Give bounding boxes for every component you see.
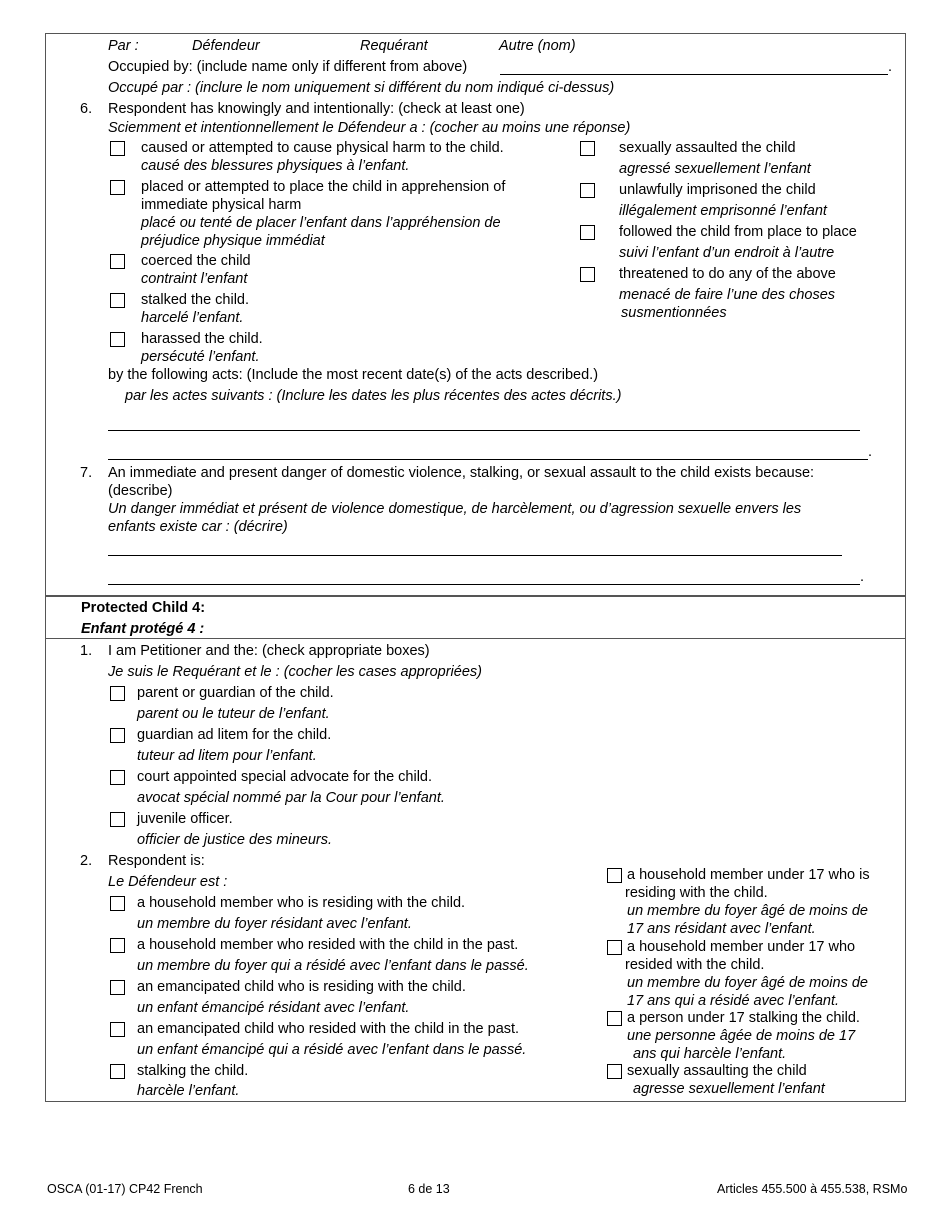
c4-r-checkbox-under17-residing[interactable] [607, 868, 622, 883]
child4-title-en: Protected Child 4: [81, 600, 206, 616]
c4-r-checkbox-stalking[interactable] [110, 1064, 125, 1079]
item6-option-label: immediate physical harm [141, 197, 302, 213]
item6-option-label-fr: préjudice physique immédiat [141, 233, 325, 249]
par-autre: Autre (nom) [499, 38, 576, 54]
item6-option-label-fr: agressé sexuellement l’enfant [619, 161, 811, 177]
c4-r-checkbox-sexually-assaulting[interactable] [607, 1064, 622, 1079]
item6-checkbox-coerced[interactable] [110, 254, 125, 269]
footer-form-id: OSCA (01-17) CP42 French [47, 1182, 203, 1196]
occupied-input-line[interactable] [500, 74, 888, 75]
c4-respondent-label: an emancipated child who resided with the child in the past. [137, 1021, 520, 1037]
item6-option-label-fr: persécuté l’enfant. [141, 349, 260, 365]
c4-item2-heading-en: Respondent is: [108, 853, 205, 869]
c4-item2-number: 2. [80, 853, 93, 869]
c4-option-label: parent or guardian of the child. [137, 685, 334, 701]
occupied-label-en: Occupied by: (include name only if different from above) [108, 59, 468, 75]
item6-option-label: coerced the child [141, 253, 251, 269]
item6-heading-fr: Sciemment et intentionnellement le Défendeur a : (cocher au moins une réponse) [108, 120, 631, 136]
item7-line-end: . [860, 569, 865, 585]
item7-text-fr-2: enfants existe car : (décrire) [108, 519, 288, 535]
c4-option-label: guardian ad litem for the child. [137, 727, 332, 743]
c4-r-checkbox-emancipated-past[interactable] [110, 1022, 125, 1037]
c4-respondent-label-fr: agresse sexuellement l’enfant [633, 1081, 825, 1097]
footer-statute: Articles 455.500 à 455.538, RSMo [717, 1182, 908, 1196]
item6-checkbox-threatened[interactable] [580, 267, 595, 282]
c4-r-checkbox-emancipated-residing[interactable] [110, 980, 125, 995]
c4-option-label-fr: avocat spécial nommé par la Cour pour l’enfant. [137, 790, 445, 806]
c4-r-checkbox-under17-past[interactable] [607, 940, 622, 955]
c4-respondent-label-fr: une personne âgée de moins de 17 [627, 1028, 856, 1044]
c4-respondent-label: a household member who is residing with the child. [137, 895, 466, 911]
item6-heading-en: Respondent has knowingly and intentionally: (check at least one) [108, 101, 525, 117]
par-defendeur: Défendeur [192, 38, 260, 54]
par-requerant: Requérant [360, 38, 428, 54]
acts-label-fr: par les actes suivants : (Inclure les dates les plus récentes des actes décrits.) [125, 388, 622, 404]
c4-respondent-label-fr: un membre du foyer âgé de moins de [627, 903, 868, 919]
footer-page-number: 6 de 13 [408, 1182, 450, 1196]
item6-option-label: harassed the child. [141, 331, 263, 347]
c4-option-label-fr: parent ou le tuteur de l’enfant. [137, 706, 330, 722]
c4-respondent-label-fr: un membre du foyer âgé de moins de [627, 975, 868, 991]
item6-checkbox-harassed[interactable] [110, 332, 125, 347]
c4-respondent-label-fr: un membre du foyer qui a résidé avec l’enfant dans le passé. [137, 958, 529, 974]
item6-option-label-fr: placé ou tenté de placer l’enfant dans l’appréhension de [141, 215, 501, 231]
child4-header-divider [45, 638, 906, 639]
item6-option-label-fr: contraint l’enfant [141, 271, 248, 287]
item6-checkbox-physical-harm[interactable] [110, 141, 125, 156]
c4-respondent-label: stalking the child. [137, 1063, 249, 1079]
item7-text-en-2: (describe) [108, 483, 173, 499]
item7-text-fr: Un danger immédiat et présent de violence domestique, de harcèlement, ou d’agression sexuelle envers les [108, 501, 802, 517]
c4-respondent-label: a person under 17 stalking the child. [627, 1010, 860, 1026]
item6-option-label: threatened to do any of the above [619, 266, 836, 282]
c4-respondent-label-fr: ans qui harcèle l’enfant. [633, 1046, 787, 1062]
item7-text-en: An immediate and present danger of domestic violence, stalking, or sexual assault to the child exists because: [108, 465, 815, 481]
item6-option-label: unlawfully imprisoned the child [619, 182, 816, 198]
item6-number: 6. [80, 101, 93, 117]
item7-input-line-1[interactable] [108, 555, 842, 556]
c4-respondent-label-fr: un membre du foyer résidant avec l’enfant. [137, 916, 412, 932]
item6-option-label: caused or attempted to cause physical harm to the child. [141, 140, 504, 156]
item6-option-label: followed the child from place to place [619, 224, 857, 240]
c4-respondent-label: residing with the child. [625, 885, 768, 901]
c4-respondent-label: resided with the child. [625, 957, 765, 973]
c4-respondent-label-fr: un enfant émancipé résidant avec l’enfant. [137, 1000, 410, 1016]
c4-option-label: court appointed special advocate for the child. [137, 769, 433, 785]
item6-option-label-fr: causé des blessures physiques à l’enfant. [141, 158, 410, 174]
item6-option-label-fr: harcelé l’enfant. [141, 310, 244, 326]
item6-checkbox-apprehension[interactable] [110, 180, 125, 195]
item6-checkbox-stalked[interactable] [110, 293, 125, 308]
c4-item1-heading-en: I am Petitioner and the: (check appropriate boxes) [108, 643, 430, 659]
item7-input-line-2[interactable] [108, 584, 860, 585]
acts-input-line-2[interactable] [108, 459, 868, 460]
c4-r-checkbox-under17-stalking[interactable] [607, 1011, 622, 1026]
c4-item1-number: 1. [80, 643, 93, 659]
item6-checkbox-sexually-assaulted[interactable] [580, 141, 595, 156]
c4-respondent-label: an emancipated child who is residing with the child. [137, 979, 466, 995]
c4-checkbox-parent[interactable] [110, 686, 125, 701]
item6-option-label: stalked the child. [141, 292, 250, 308]
c4-respondent-label-fr: harcèle l’enfant. [137, 1083, 240, 1099]
c4-respondent-label-fr: 17 ans résidant avec l’enfant. [627, 921, 816, 937]
c4-checkbox-juvenile-officer[interactable] [110, 812, 125, 827]
occupied-line-end: . [888, 59, 893, 75]
occupied-label-fr: Occupé par : (inclure le nom uniquement si différent du nom indiqué ci-dessus) [108, 80, 615, 96]
c4-option-label-fr: tuteur ad litem pour l’enfant. [137, 748, 317, 764]
c4-respondent-label: a household member under 17 who [627, 939, 856, 955]
c4-option-label: juvenile officer. [137, 811, 233, 827]
item6-checkbox-imprisoned[interactable] [580, 183, 595, 198]
item7-number: 7. [80, 465, 93, 481]
item6-option-label: placed or attempted to place the child in apprehension of [141, 179, 506, 195]
item6-option-label-fr: suivi l’enfant d’un endroit à l’autre [619, 245, 835, 261]
item6-option-label-fr: susmentionnées [621, 305, 727, 321]
c4-r-checkbox-household-past[interactable] [110, 938, 125, 953]
acts-line-end: . [868, 444, 873, 460]
item6-option-label-fr: illégalement emprisonné l’enfant [619, 203, 827, 219]
item6-option-label: sexually assaulted the child [619, 140, 796, 156]
item6-checkbox-followed[interactable] [580, 225, 595, 240]
c4-respondent-label: a household member who resided with the child in the past. [137, 937, 519, 953]
item6-option-label-fr: menacé de faire l’une des choses [619, 287, 836, 303]
c4-item2-heading-fr: Le Défendeur est : [108, 874, 228, 890]
acts-label-en: by the following acts: (Include the most recent date(s) of the acts described.) [108, 367, 599, 383]
acts-input-line-1[interactable] [108, 430, 860, 431]
c4-respondent-label-fr: un enfant émancipé qui a résidé avec l’enfant dans le passé. [137, 1042, 527, 1058]
c4-checkbox-court-advocate[interactable] [110, 770, 125, 785]
c4-r-checkbox-household-residing[interactable] [110, 896, 125, 911]
c4-checkbox-guardian-ad-litem[interactable] [110, 728, 125, 743]
c4-respondent-label-fr: 17 ans qui a résidé avec l’enfant. [627, 993, 839, 1009]
c4-item1-heading-fr: Je suis le Requérant et le : (cocher les cases appropriées) [108, 664, 482, 680]
c4-respondent-label: a household member under 17 who is [627, 867, 870, 883]
child4-title-fr: Enfant protégé 4 : [81, 621, 205, 637]
par-label: Par : [108, 38, 139, 54]
c4-respondent-label: sexually assaulting the child [627, 1063, 807, 1079]
c4-option-label-fr: officier de justice des mineurs. [137, 832, 333, 848]
